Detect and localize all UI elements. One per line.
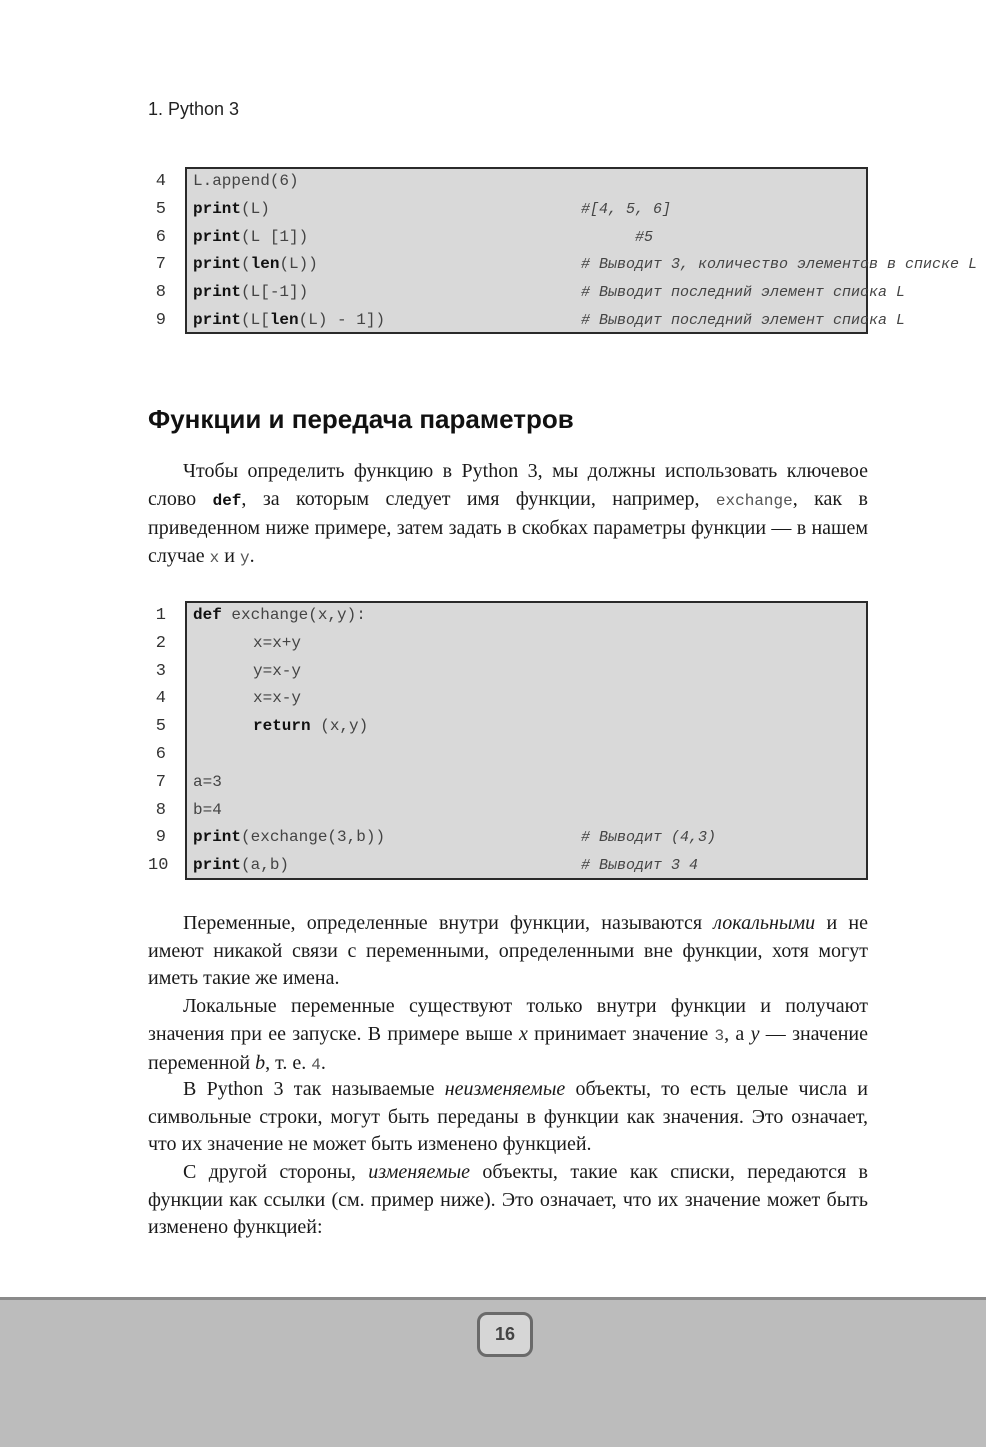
code-line bbox=[148, 279, 906, 307]
code-line bbox=[148, 168, 868, 196]
section-title: Функции и передача параметров bbox=[148, 404, 574, 434]
code-text: return (x,y) bbox=[253, 717, 369, 736]
code-text: x=x+y bbox=[253, 633, 302, 652]
paragraph-local-variables: Переменные, определенные внутри функции, называются локальными и не имеют никакой связи с переменными, определенными вне функции, хотя могут иметь такие же имена. bbox=[148, 912, 868, 990]
code-line bbox=[148, 224, 868, 252]
paragraph-local-values: Локальные переменные существуют только внутри функции и получают значения при ее запуске. В примере выше x принимает значение 3, а y — значение переменной b, т. е. 4. bbox=[148, 995, 868, 1075]
line-number: 1 bbox=[155, 606, 166, 625]
line-number: 6 bbox=[155, 744, 166, 764]
page-number: 16 bbox=[477, 1312, 533, 1357]
code-line bbox=[148, 658, 868, 686]
code-line bbox=[148, 196, 868, 224]
code-text: print(a,b) bbox=[193, 856, 290, 875]
line-number: 5 bbox=[155, 717, 166, 737]
line-number: 7 bbox=[155, 255, 166, 275]
line-number: 2 bbox=[155, 633, 166, 653]
line-number: 10 bbox=[148, 856, 169, 876]
code-text: y=x-y bbox=[253, 661, 302, 680]
code-line bbox=[148, 797, 868, 825]
code-block-list bbox=[148, 167, 978, 334]
intro-paragraph: Чтобы определить функцию в Python 3, мы должны использовать ключевое слово def, за которым следует имя функции, например, exchange, как в приведенном ниже примере, затем задать в скобках параметры функции — в нашем случае x и y. bbox=[148, 460, 869, 567]
code-line bbox=[148, 824, 868, 852]
line-number: 4 bbox=[155, 689, 166, 709]
line-number: 4 bbox=[155, 172, 166, 191]
line-number: 9 bbox=[155, 310, 166, 330]
code-comment: # Выводит 3 4 bbox=[581, 857, 699, 875]
code-text: x=x-y bbox=[253, 689, 302, 708]
code-comment: #5 bbox=[581, 228, 654, 246]
code-text: print(L [1]) bbox=[193, 227, 309, 246]
code-text: print(L[-1]) bbox=[193, 283, 309, 302]
line-number: 8 bbox=[155, 283, 166, 303]
code-line bbox=[148, 769, 868, 797]
paragraph-immutable: В Python 3 так называемые неизменяемые объекты, то есть целые числа и символьные строки, могут быть переданы в функции как значения. Это означает, что их значение не может быть изменено функцией. bbox=[148, 1078, 868, 1156]
code-line bbox=[148, 630, 868, 658]
code-line bbox=[148, 685, 868, 713]
line-number: 5 bbox=[155, 199, 166, 219]
code-text: print(len(L)) bbox=[193, 255, 318, 274]
code-comment: #[4, 5, 6] bbox=[581, 200, 672, 218]
code-text: print(L) bbox=[193, 199, 270, 218]
code-line bbox=[148, 251, 978, 279]
line-number: 8 bbox=[155, 800, 166, 820]
code-line bbox=[148, 741, 868, 769]
code-line bbox=[148, 713, 868, 741]
line-number: 6 bbox=[155, 227, 166, 247]
code-text: a=3 bbox=[193, 772, 222, 791]
code-line bbox=[148, 852, 868, 880]
code-text: b=4 bbox=[193, 800, 222, 819]
line-number: 9 bbox=[155, 828, 166, 848]
code-comment: # Выводит (4,3) bbox=[581, 829, 717, 847]
code-block-exchange bbox=[148, 601, 868, 880]
code-comment: # Выводит 3, количество элементов в списке L bbox=[581, 256, 978, 274]
running-head: 1. Python 3 bbox=[148, 99, 240, 119]
code-text: L.append(6) bbox=[193, 172, 299, 190]
code-text: def exchange(x,y): bbox=[193, 606, 366, 624]
line-number: 3 bbox=[155, 661, 166, 681]
code-comment: # Выводит последний элемент списка L bbox=[581, 311, 906, 329]
code-line bbox=[148, 602, 868, 630]
paragraph-mutable: С другой стороны, изменяемые объекты, такие как списки, передаются в функции как ссылки (см. пример ниже). Это означает, что их значение может быть изменено функцией: bbox=[148, 1161, 869, 1239]
code-text: print(L[len(L) - 1]) bbox=[193, 310, 386, 329]
code-line bbox=[148, 307, 906, 335]
line-number: 7 bbox=[155, 772, 166, 792]
code-text: print(exchange(3,b)) bbox=[193, 828, 386, 847]
code-comment: # Выводит последний элемент списка L bbox=[581, 284, 906, 302]
